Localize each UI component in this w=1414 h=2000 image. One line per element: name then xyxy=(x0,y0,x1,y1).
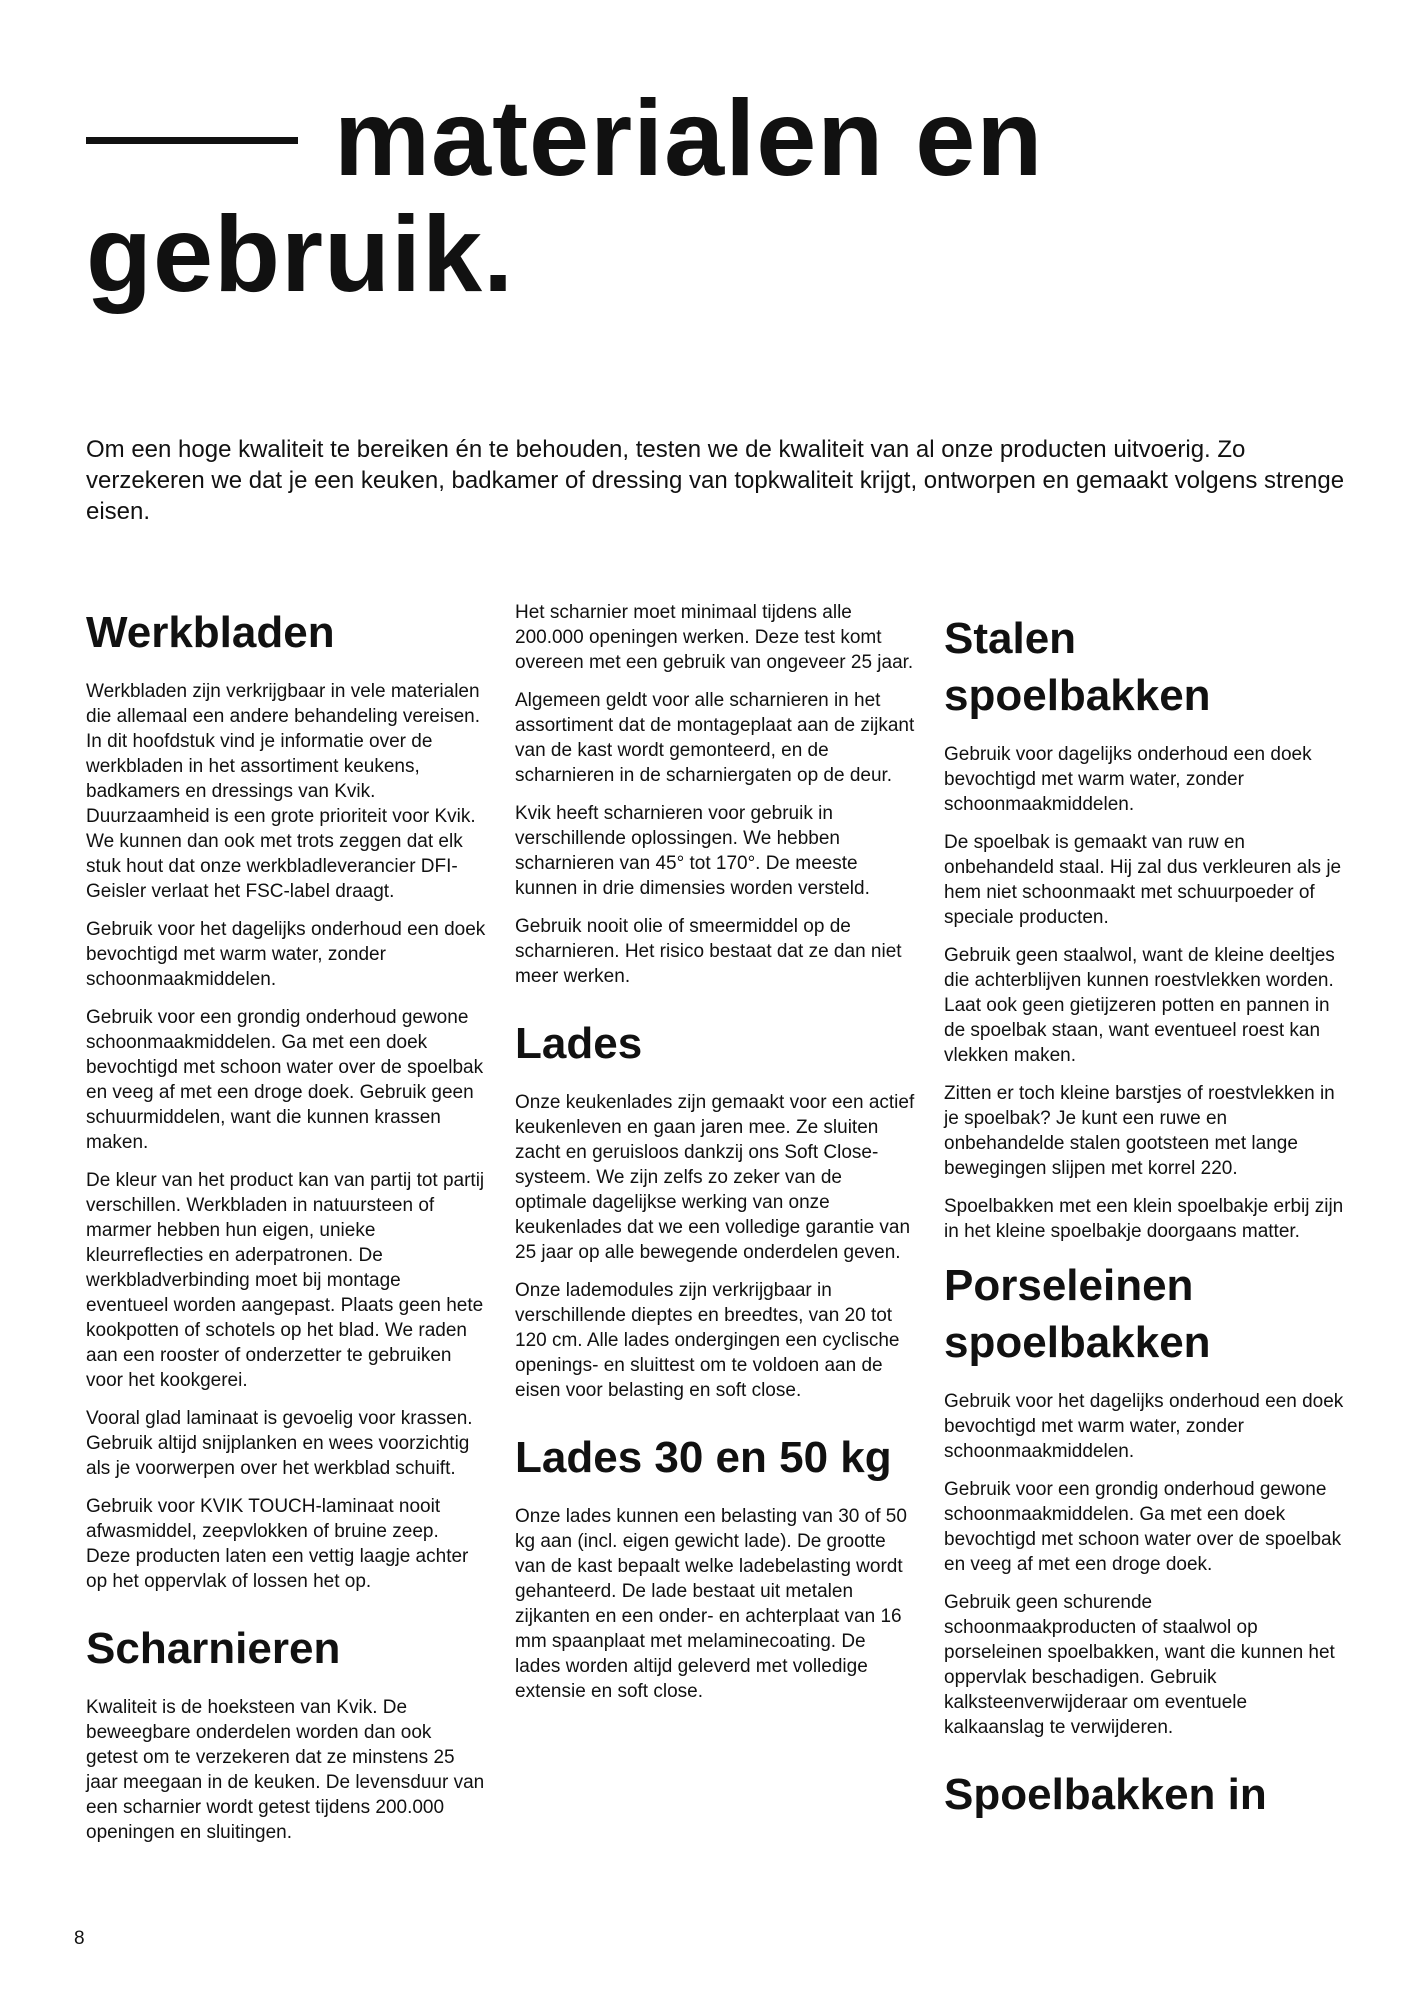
paragraph: Onze lademodules zijn verkrijgbaar in verschillende dieptes en breedtes, van 20 tot 120 cm. Alle lades ondergingen een cyclische openings- en sluittest om te voldoen aan de eisen voor belasting en soft close. xyxy=(515,1280,900,1401)
paragraph: Gebruik voor een grondig onderhoud gewone schoonmaakmiddelen. Ga met een doek bevochtigd met schoon water over de spoelbak en veeg af met een droge doek. Gebruik geen schuurmiddelen, want die kunnen krassen maken. xyxy=(86,1007,484,1153)
paragraph: Gebruik voor dagelijks onderhoud een doek bevochtigd met warm water, zonder schoonmaakmiddelen. xyxy=(944,744,1312,815)
page-number: 8 xyxy=(74,1928,85,1949)
paragraph: Algemeen geldt voor alle scharnieren in het assortiment dat de montageplaat aan de zijkant van de kast wordt gemonteerd, en de scharnieren in de scharniergaten op de deur. xyxy=(515,690,915,786)
title-dash xyxy=(86,137,298,144)
paragraph: Spoelbakken met een klein spoelbakje erbij zijn in het kleine spoelbakje doorgaans matter. xyxy=(944,1196,1344,1242)
page-title xyxy=(86,77,1336,314)
heading-porseleinen-spoelbakken: Porseleinen spoelbakken xyxy=(944,1261,1211,1367)
paragraph: Werkbladen zijn verkrijgbaar in vele materialen die allemaal een andere behandeling vereisen. In dit hoofdstuk vind je informatie over de werkbladen in het assortiment keukens, badkamers en dressings van Kvik. Duurzaamheid is een grote prioriteit voor Kvik. We kunnen dan ook met trots zeggen dat elk stuk hout dat onze werkbladleverancier DFI-Geisler verlaat het FSC-label draagt. xyxy=(86,681,481,902)
paragraph: Onze keukenlades zijn gemaakt voor een actief keukenleven en gaan jaren mee. Ze sluiten zacht en geruisloos dankzij ons Soft Close-systeem. We zijn zelfs zo zeker van de optimale dagelijkse werking van onze keukenlades dat we een volledige garantie van 25 jaar op alle bewegende onderdelen geven. xyxy=(515,1092,915,1263)
paragraph: Gebruik voor het dagelijks onderhoud een doek bevochtigd met warm water, zonder schoonmaakmiddelen. xyxy=(86,919,486,990)
column-middle xyxy=(515,600,915,1717)
column-right xyxy=(944,610,1344,1841)
paragraph: Gebruik nooit olie of smeermiddel op de scharnieren. Het risico bestaat dat ze dan niet meer werken. xyxy=(515,916,902,987)
paragraph: De kleur van het product kan van partij tot partij verschillen. Werkbladen in natuursteen of marmer hebben hun eigen, unieke kleurreflecties en aderpatronen. De werkbladverbinding moet bij montage eventueel worden aangepast. Plaats geen hete kookpotten of schotels op het blad. We raden aan een rooster of onderzetter te gebruiken voor het kookgerei. xyxy=(86,1170,485,1391)
heading-lades: Lades xyxy=(515,1019,643,1068)
paragraph: Vooral glad laminaat is gevoelig voor krassen. Gebruik altijd snijplanken en wees voorzichtig als je voorwerpen over het werkblad schuift. xyxy=(86,1408,473,1479)
paragraph: Zitten er toch kleine barstjes of roestvlekken in je spoelbak? Je kunt een ruwe en onbehandelde stalen gootsteen met lange bewegingen slijpen met korrel 220. xyxy=(944,1083,1335,1179)
column-left xyxy=(86,604,486,1858)
paragraph: Onze lades kunnen een belasting van 30 of 50 kg aan (incl. eigen gewicht lade). De grootte van de kast bepaalt welke ladebelasting wordt gehanteerd. De lade bestaat uit metalen zijkanten en een onder- en achterplaat van 16 mm spaanplaat met melaminecoating. De lades worden altijd geleverd met volledige extensie en soft close. xyxy=(515,1506,907,1702)
paragraph: Gebruik voor het dagelijks onderhoud een doek bevochtigd met warm water, zonder schoonmaakmiddelen. xyxy=(944,1391,1344,1462)
heading-scharnieren: Scharnieren xyxy=(86,1624,341,1673)
paragraph: Kvik heeft scharnieren voor gebruik in verschillende oplossingen. We hebben scharnieren van 45° tot 170°. De meeste kunnen in drie dimensies worden versteld. xyxy=(515,803,870,899)
page-title-text: materialen en gebruik. xyxy=(86,77,1044,314)
heading-werkbladen: Werkbladen xyxy=(86,608,335,657)
paragraph: Kwaliteit is de hoeksteen van Kvik. De beweegbare onderdelen worden dan ook getest om te verzekeren dat ze minstens 25 jaar meegaan in de keuken. De levensduur van een scharnier wordt getest tijdens 200.000 openingen en sluitingen. xyxy=(86,1697,485,1843)
intro-paragraph: Om een hoge kwaliteit te bereiken én te behouden, testen we de kwaliteit van al onze producten uitvoerig. Zo verzekeren we dat je een keuken, badkamer of dressing van topkwaliteit krijgt, ontworpen en gemaakt volgens strenge eisen. xyxy=(86,436,1345,525)
paragraph: De spoelbak is gemaakt van ruw en onbehandeld staal. Hij zal dus verkleuren als je hem niet schoonmaakt met schuurpoeder of speciale producten. xyxy=(944,832,1342,928)
paragraph: Gebruik geen staalwol, want de kleine deeltjes die achterblijven kunnen roestvlekken worden. Laat ook geen gietijzeren potten en pannen in de spoelbak staan, want eventueel roest kan vlekken maken. xyxy=(944,945,1335,1066)
paragraph: Gebruik voor een grondig onderhoud gewone schoonmaakmiddelen. Ga met een doek bevochtigd met schoon water over de spoelbak en veeg af met een droge doek. xyxy=(944,1479,1342,1575)
paragraph: Gebruik voor KVIK TOUCH-laminaat nooit afwasmiddel, zeepvlokken of bruine zeep. Deze producten laten een vettig laagje achter op het oppervlak of lossen het op. xyxy=(86,1496,469,1592)
paragraph: Het scharnier moet minimaal tijdens alle 200.000 openingen werken. Deze test komt overeen met een gebruik van ongeveer 25 jaar. xyxy=(515,602,914,673)
heading-stalen-spoelbakken: Stalen spoelbakken xyxy=(944,614,1211,720)
heading-lades-30-50: Lades 30 en 50 kg xyxy=(515,1433,892,1482)
heading-spoelbakken-in: Spoelbakken in xyxy=(944,1770,1267,1819)
paragraph: Gebruik geen schurende schoonmaakproducten of staalwol op porseleinen spoelbakken, want die kunnen het oppervlak beschadigen. Gebruik kalksteenverwijderaar om eventuele kalkaanslag te verwijderen. xyxy=(944,1592,1335,1738)
